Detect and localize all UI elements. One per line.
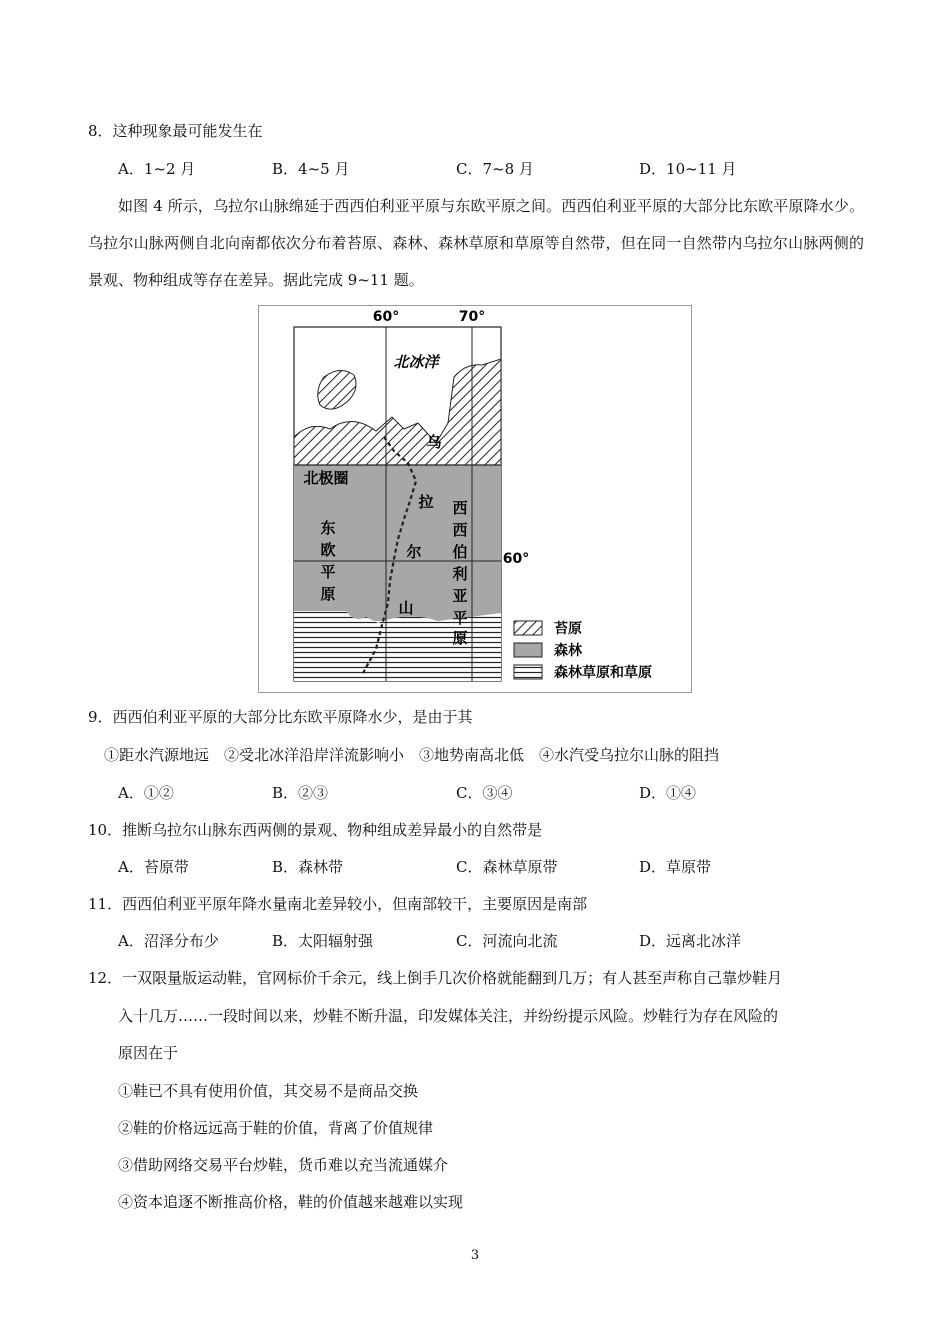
lon-label-60: 60° — [372, 309, 400, 325]
intro-paragraph: 如图 4 所示，乌拉尔山脉绵延于西西伯利亚平原与东欧平原之间。西西伯利亚平原的大部分比东欧平原降水少。乌拉尔山脉两侧自北向南都依次分布着苔原、森林、森林草原和草原等自然带，但在同一自然带内乌拉尔山脉两侧的景观、物种组成等存在差异。据此完成 9~11 题。 — [88, 197, 864, 289]
svg-text:尔: 尔 — [406, 543, 422, 561]
q9-statements: ①距水汽源地远 ②受北冰洋沿岸洋流影响小 ③地势南高北低 ④水汽受乌拉尔山脉的阻挡 — [104, 746, 720, 764]
svg-text:欧: 欧 — [320, 541, 336, 559]
ocean-label: 北冰洋 — [393, 353, 439, 371]
svg-text:平: 平 — [320, 563, 336, 581]
lon-label-70: 70° — [458, 309, 486, 325]
q11-option-a: A．沼泽分布少 — [118, 932, 219, 950]
page-number: 3 — [470, 1248, 480, 1263]
q9-option-b: B．②③ — [272, 784, 329, 802]
q10-option-c: C．森林草原带 — [456, 858, 558, 876]
q11-option-c: C．河流向北流 — [456, 932, 558, 950]
legend-swatch-steppe — [514, 665, 542, 679]
legend-swatch-tundra — [514, 621, 542, 635]
q8-stem: 8．这种现象最可能发生在 — [88, 122, 263, 140]
q12-statement-4: ④资本追逐不断推高价格，鞋的价值越来越难以实现 — [118, 1193, 464, 1211]
svg-text:乌: 乌 — [426, 433, 442, 451]
q10-option-b: B．森林带 — [272, 858, 344, 876]
svg-text:西: 西 — [452, 521, 468, 539]
svg-text:东: 东 — [320, 519, 336, 537]
q9-option-c: C．③④ — [456, 784, 513, 802]
q9-option-a: A．①② — [118, 784, 174, 802]
q8-option-c: C．7~8 月 — [456, 160, 534, 178]
q10-stem: 10．推断乌拉尔山脉东西两侧的景观、物种组成差异最小的自然带是 — [88, 821, 543, 839]
svg-text:亚: 亚 — [452, 587, 468, 605]
q12-stem-line-3: 原因在于 — [118, 1044, 179, 1062]
q12-stem-line-2: 入十几万……一段时间以来，炒鞋不断升温，印发媒体关注，并纷纷提示风险。炒鞋行为存在风险的 — [118, 1007, 779, 1025]
q10-option-d: D．草原带 — [639, 858, 712, 876]
svg-text:平: 平 — [452, 609, 468, 627]
q12-statement-1: ①鞋已不具有使用价值，其交易不是商品交换 — [118, 1082, 419, 1100]
q12-statement-2: ②鞋的价格远远高于鞋的价值，背离了价值规律 — [118, 1119, 434, 1137]
arctic-circle-label: 北极圈 — [303, 469, 349, 487]
svg-text:原: 原 — [452, 629, 468, 647]
q12-statement-3: ③借助网络交易平台炒鞋，货币难以充当流通媒介 — [118, 1156, 449, 1174]
svg-text:西: 西 — [452, 499, 468, 517]
ural-map-figure — [258, 305, 692, 693]
q8-option-b: B．4~5 月 — [272, 160, 350, 178]
q8-option-a: A．1~2 月 — [118, 160, 196, 178]
legend-label-forest: 森林 — [554, 643, 582, 659]
legend-label-steppe: 森林草原和草原 — [554, 665, 652, 681]
svg-text:原: 原 — [320, 585, 336, 603]
q11-option-b: B．太阳辐射强 — [272, 932, 374, 950]
svg-text:山: 山 — [398, 599, 414, 617]
svg-text:利: 利 — [452, 565, 468, 583]
q10-option-a: A．苔原带 — [118, 858, 189, 876]
legend-swatch-forest — [514, 643, 542, 657]
legend-label-tundra: 苔原 — [554, 621, 582, 637]
west-siberia-plain-label — [451, 499, 467, 647]
steppe-zone — [294, 611, 501, 681]
svg-text:拉: 拉 — [418, 493, 434, 511]
q9-stem: 9．西西伯利亚平原的大部分比东欧平原降水少，是由于其 — [88, 708, 473, 726]
q11-option-d: D．远离北冰洋 — [639, 932, 742, 950]
q9-option-d: D．①④ — [639, 784, 697, 802]
q8-option-d: D．10~11 月 — [639, 160, 737, 178]
q11-stem: 11．西西伯利亚平原年降水量南北差异较小，但南部较干，主要原因是南部 — [88, 895, 588, 913]
svg-text:伯: 伯 — [452, 543, 468, 561]
lat-label-60: 60° — [502, 551, 530, 567]
q12-stem-line-1: 12．一双限量版运动鞋，官网标价千余元，线上倒手几次价格就能翻到几万；有人甚至声称自己靠炒鞋月 — [88, 969, 783, 987]
